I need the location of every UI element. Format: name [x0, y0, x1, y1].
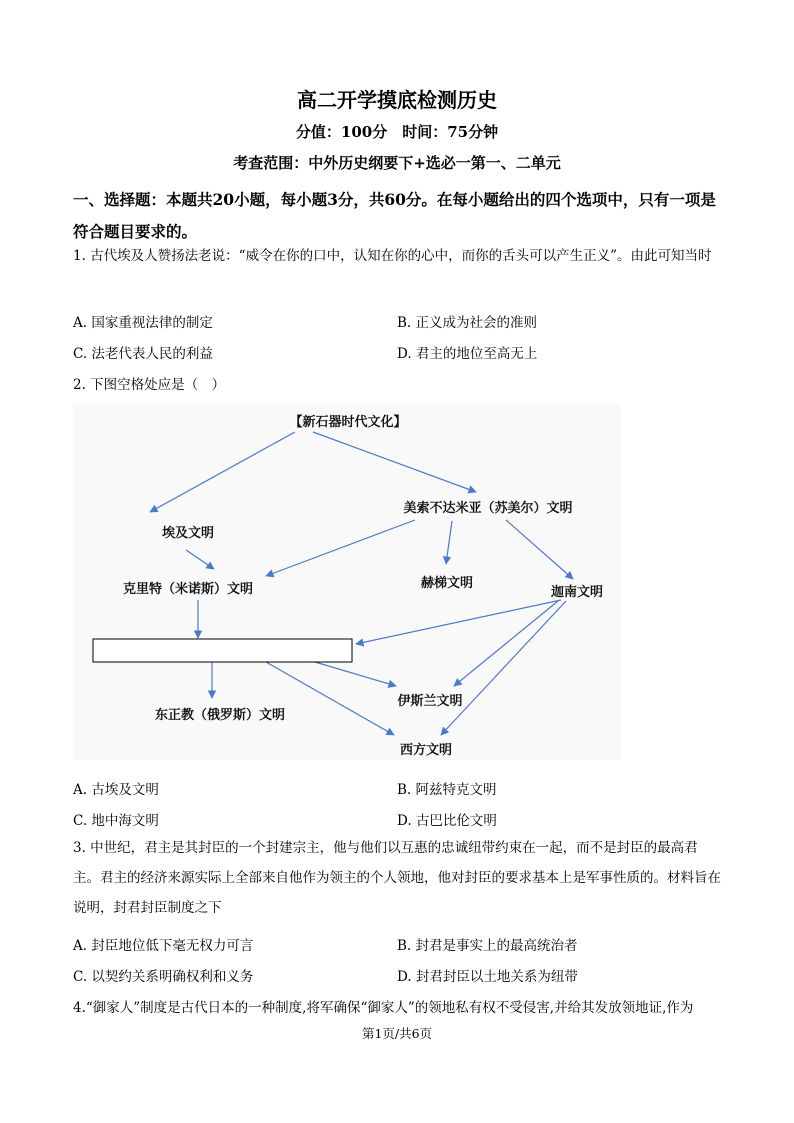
section-heading: 一、选择题：本题共20小题，每小题3分，共60分。在每小题给出的四个选项中，只有一项是符合题目要求的。: [73, 190, 716, 241]
question-3-option-a[interactable]: A. 封臣地位低下毫无权力可言: [73, 938, 254, 954]
node-mesopotamia: 美索不达米亚（苏美尔）文明: [403, 501, 573, 516]
arrow-egypt-crete: [186, 550, 214, 569]
question-3-stem: 3. 中世纪，君主是其封臣的一个封建宗主，他与他们以互惠的忠诚纽带约束在一起，而不是封臣的最高君主。君主的经济来源实际上全部来自他作为领主的个人领地，他对封臣的要求基本上是军事性质的。材料旨在说明，封君封臣制度之下: [73, 840, 721, 916]
node-canaan: 迦南文明: [550, 585, 604, 600]
question-1-option-a[interactable]: A. 国家重视法律的制定: [73, 315, 213, 331]
arrow-canaan-western: [441, 601, 566, 735]
question-2-stem: 2. 下图空格处应是（ ）: [73, 377, 226, 393]
arrow-mesopotamia-canaan: [506, 520, 573, 579]
arrow-mesopotamia-crete: [266, 520, 415, 576]
question-2-option-c[interactable]: C. 地中海文明: [73, 813, 159, 829]
score-time-info: 分值：100分 时间：75分钟: [295, 123, 499, 141]
question-4-stem: 4.“御家人”制度是古代日本的一种制度,将军确保“御家人”的领地私有权不受侵害,并给其发放领地证,作为: [73, 1000, 694, 1016]
question-3-option-c[interactable]: C. 以契约关系明确权利和义务: [73, 969, 254, 985]
question-3-option-d[interactable]: D. 封君封臣以土地关系为纽带: [397, 969, 578, 985]
question-1-option-c[interactable]: C. 法老代表人民的利益: [73, 346, 213, 362]
arrow-canaan-islam: [454, 601, 558, 686]
diagram-svg: [73, 404, 621, 760]
question-2-option-d[interactable]: D. 古巴比伦文明: [397, 813, 497, 829]
page-title: 高二开学摸底检测历史: [297, 88, 497, 112]
question-2-option-a[interactable]: A. 古埃及文明: [73, 782, 159, 798]
arrow-neolithic-egypt: [150, 432, 295, 512]
question-2-option-b[interactable]: B. 阿兹特克文明: [397, 782, 497, 798]
node-orthodox: 东正教（俄罗斯）文明: [154, 708, 286, 723]
page-footer: 第1页/共6页: [361, 1026, 433, 1041]
arrow-blank-western: [266, 662, 394, 735]
civilization-diagram: [73, 404, 621, 760]
question-1-option-b[interactable]: B. 正义成为社会的准则: [397, 315, 538, 331]
arrow-canaan-blank: [356, 600, 561, 644]
blank-box: [93, 639, 352, 662]
node-neolithic: 【新石器时代文化】: [289, 415, 407, 430]
node-hittite: 赫梯文明: [420, 576, 474, 591]
arrow-mesopotamia-hittite: [446, 521, 452, 564]
exam-scope: 考查范围：中外历史纲要下+选必一第一、二单元: [233, 154, 561, 172]
node-western: 西方文明: [399, 743, 453, 758]
question-1-stem: 1. 古代埃及人赞扬法老说：“威令在你的口中，认知在你的心中，而你的舌头可以产生正义”。由此可知当时: [73, 248, 712, 264]
question-1-option-d[interactable]: D. 君主的地位至高无上: [397, 346, 538, 362]
node-crete: 克里特（米诺斯）文明: [122, 582, 254, 597]
arrow-blank-islam: [315, 662, 396, 686]
node-islam: 伊斯兰文明: [397, 694, 463, 709]
node-egypt: 埃及文明: [161, 526, 215, 541]
arrow-neolithic-mesopotamia: [313, 432, 476, 492]
question-3-option-b[interactable]: B. 封君是事实上的最高统治者: [397, 938, 578, 954]
